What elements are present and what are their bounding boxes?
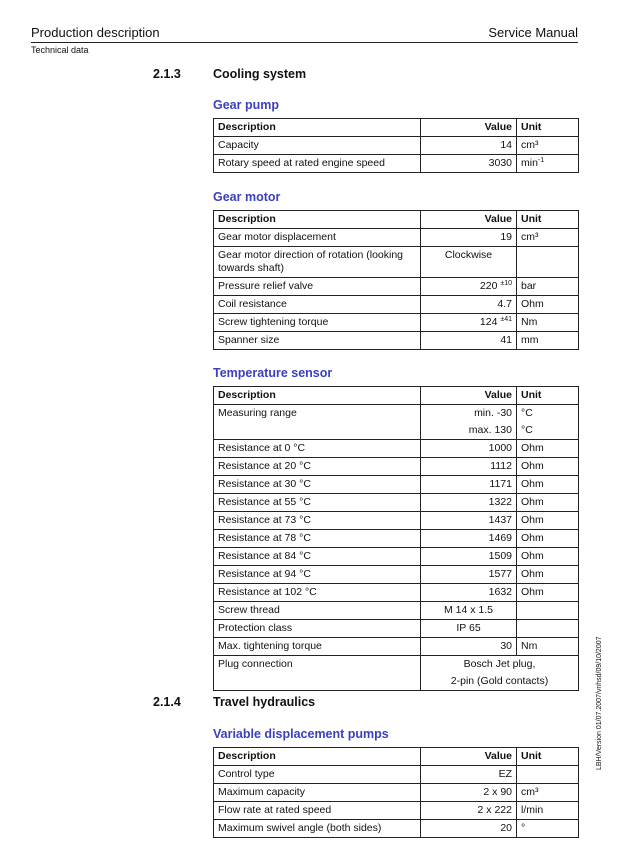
subheading-temperature-sensor: Temperature sensor (213, 366, 333, 380)
table-row (214, 820, 579, 838)
table-header-row (214, 119, 579, 137)
row-unit: Ohm (517, 512, 579, 530)
section-heading-travel (153, 695, 315, 709)
row-value: IP 65 (421, 620, 517, 638)
row-value: EZ (421, 766, 517, 784)
row-value (421, 405, 517, 440)
row-unit: Nm (517, 314, 579, 332)
row-unit: Ohm (517, 476, 579, 494)
table-header-row (214, 211, 579, 229)
row-unit (517, 155, 579, 173)
row-value: 2 x 222 (421, 802, 517, 820)
table-row (214, 296, 579, 314)
table-row (214, 476, 579, 494)
table-row (214, 584, 579, 602)
row-description: Resistance at 73 °C (214, 512, 421, 530)
subheading-gear-motor: Gear motor (213, 190, 281, 204)
table-row (214, 332, 579, 350)
unit-text: min (521, 157, 538, 169)
row-unit: Ohm (517, 566, 579, 584)
row-value: 30 (421, 638, 517, 656)
row-description: Screw thread (214, 602, 421, 620)
row-unit (517, 620, 579, 638)
row-value: 14 (421, 137, 517, 155)
row-description: Maximum swivel angle (both sides) (214, 820, 421, 838)
row-value: 2 x 90 (421, 784, 517, 802)
range-max: max. 130 (468, 424, 512, 436)
plug-line-2: 2-pin (Gold contacts) (450, 675, 549, 687)
header-unit: Unit (517, 387, 579, 405)
row-description: Resistance at 78 °C (214, 530, 421, 548)
row-unit: mm (517, 332, 579, 350)
table-row (214, 494, 579, 512)
table-row (214, 656, 579, 691)
row-unit: Ohm (517, 440, 579, 458)
row-description: Protection class (214, 620, 421, 638)
row-value: 1632 (421, 584, 517, 602)
row-unit: Nm (517, 638, 579, 656)
gear-pump-table (213, 118, 579, 173)
row-unit (517, 766, 579, 784)
row-description: Coil resistance (214, 296, 421, 314)
row-value: 4.7 (421, 296, 517, 314)
section-title: Cooling system (213, 67, 307, 81)
table-row (214, 530, 579, 548)
row-unit (517, 405, 579, 440)
tolerance-superscript: ±41 (500, 316, 512, 323)
table-row (214, 278, 579, 296)
row-description: Resistance at 55 °C (214, 494, 421, 512)
temperature-sensor-table (213, 386, 579, 691)
table-row (214, 512, 579, 530)
header-subtitle: Technical data (31, 45, 89, 55)
row-description: Resistance at 0 °C (214, 440, 421, 458)
header-left-title: Production description (31, 25, 160, 40)
row-value: 1469 (421, 530, 517, 548)
header-description: Description (214, 748, 421, 766)
row-value: 3030 (421, 155, 517, 173)
header-divider (31, 42, 578, 43)
row-value: 1322 (421, 494, 517, 512)
table-row (214, 458, 579, 476)
row-value: M 14 x 1.5 (421, 602, 517, 620)
row-unit (517, 247, 579, 278)
row-value: 1437 (421, 512, 517, 530)
row-description: Capacity (214, 137, 421, 155)
table-row (214, 155, 579, 173)
header-value: Value (421, 119, 517, 137)
section-title: Travel hydraulics (213, 695, 316, 709)
row-description: Max. tightening torque (214, 638, 421, 656)
range-min-unit: °C (521, 407, 533, 419)
header-value: Value (421, 211, 517, 229)
row-unit: ° (517, 820, 579, 838)
header-description: Description (214, 387, 421, 405)
row-value: 1000 (421, 440, 517, 458)
row-description: Maximum capacity (214, 784, 421, 802)
row-unit: bar (517, 278, 579, 296)
row-unit: Ohm (517, 584, 579, 602)
table-row (214, 137, 579, 155)
header-unit: Unit (517, 211, 579, 229)
row-description: Plug connection (214, 656, 421, 691)
row-value (421, 656, 579, 691)
side-version-note: LBH/Version 01/07.2007/vnhsd/09/10/2007 (596, 636, 603, 770)
table-row (214, 247, 579, 278)
value-text: 220 (479, 280, 498, 292)
row-value: 1509 (421, 548, 517, 566)
header-right-title: Service Manual (488, 25, 578, 40)
row-description: Rotary speed at rated engine speed (214, 155, 421, 173)
header-unit: Unit (517, 119, 579, 137)
table-row (214, 314, 579, 332)
row-description: Resistance at 30 °C (214, 476, 421, 494)
row-description: Screw tightening torque (214, 314, 421, 332)
row-value: 1577 (421, 566, 517, 584)
row-unit: cm³ (517, 229, 579, 247)
range-min: min. -30 (474, 407, 512, 419)
row-unit: cm³ (517, 784, 579, 802)
header-value: Value (421, 387, 517, 405)
section-heading-cooling (153, 67, 306, 81)
table-row (214, 566, 579, 584)
table-row (214, 620, 579, 638)
row-description: Gear motor displacement (214, 229, 421, 247)
variable-pumps-table (213, 747, 579, 838)
row-unit: Ohm (517, 530, 579, 548)
plug-line-1: Bosch Jet plug, (463, 658, 536, 670)
table-row (214, 405, 579, 440)
table-header-row (214, 387, 579, 405)
row-value: 41 (421, 332, 517, 350)
header-value: Value (421, 748, 517, 766)
row-value (421, 278, 517, 296)
row-description: Pressure relief valve (214, 278, 421, 296)
row-description: Flow rate at rated speed (214, 802, 421, 820)
value-text: 124 (479, 316, 498, 328)
unit-superscript: -1 (537, 157, 545, 164)
range-max-unit: °C (521, 424, 533, 436)
row-unit (517, 602, 579, 620)
subheading-variable-pumps: Variable displacement pumps (213, 727, 389, 741)
row-description: Resistance at 94 °C (214, 566, 421, 584)
subheading-gear-pump: Gear pump (213, 98, 279, 112)
section-number: 2.1.4 (153, 695, 181, 709)
table-row (214, 638, 579, 656)
row-unit: Ohm (517, 548, 579, 566)
row-description: Measuring range (214, 405, 421, 440)
row-value: 19 (421, 229, 517, 247)
header-unit: Unit (517, 748, 579, 766)
header-description: Description (214, 211, 421, 229)
table-row (214, 602, 579, 620)
row-unit: Ohm (517, 458, 579, 476)
row-unit: l/min (517, 802, 579, 820)
table-row (214, 440, 579, 458)
table-row (214, 802, 579, 820)
table-row (214, 766, 579, 784)
tolerance-superscript: ±10 (500, 280, 512, 287)
table-row (214, 548, 579, 566)
row-value: 1171 (421, 476, 517, 494)
row-description: Resistance at 20 °C (214, 458, 421, 476)
row-unit: Ohm (517, 296, 579, 314)
row-description: Spanner size (214, 332, 421, 350)
table-row (214, 229, 579, 247)
row-unit: cm³ (517, 137, 579, 155)
section-number: 2.1.3 (153, 67, 181, 81)
row-description: Control type (214, 766, 421, 784)
row-description: Resistance at 102 °C (214, 584, 421, 602)
header-description: Description (214, 119, 421, 137)
row-description: Gear motor direction of rotation (looking towards shaft) (214, 247, 421, 278)
row-value: 20 (421, 820, 517, 838)
row-value (421, 314, 517, 332)
row-value: Clockwise (421, 247, 517, 278)
gear-motor-table (213, 210, 579, 350)
table-header-row (214, 748, 579, 766)
row-description: Resistance at 84 °C (214, 548, 421, 566)
row-value: 1112 (421, 458, 517, 476)
table-row (214, 784, 579, 802)
row-unit: Ohm (517, 494, 579, 512)
